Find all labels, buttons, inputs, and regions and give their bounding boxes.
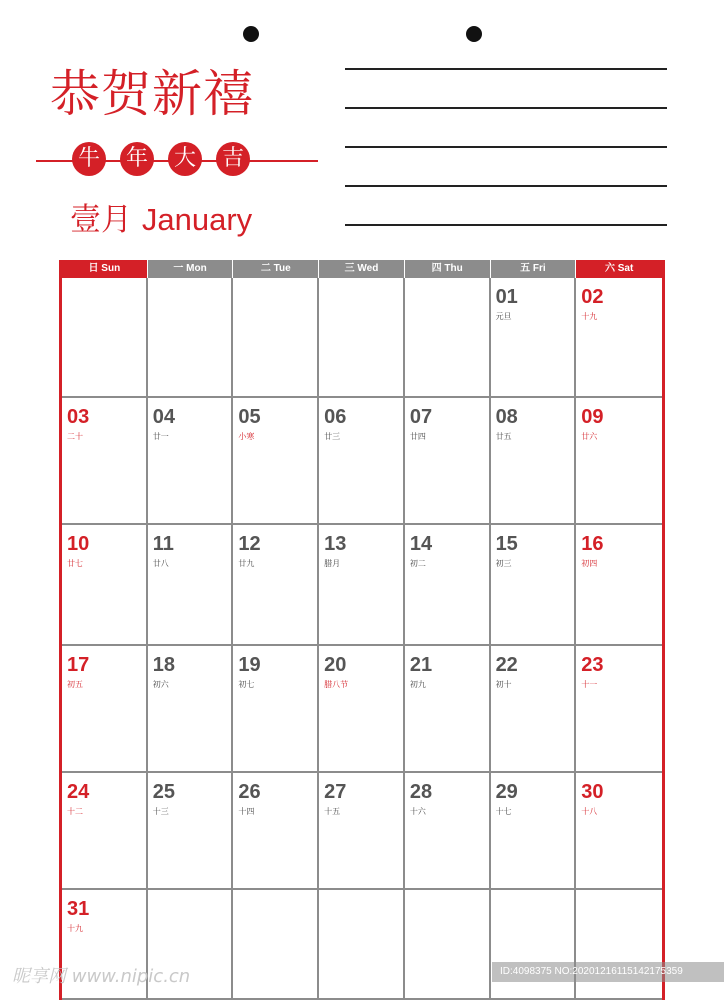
note-line	[345, 107, 667, 109]
lunar-date: 廿五	[495, 432, 512, 441]
lunar-date: 初二	[409, 559, 426, 568]
day-number: 12	[238, 533, 261, 555]
day-number: 06	[324, 406, 347, 428]
day-cell	[576, 278, 662, 398]
month-title	[70, 194, 252, 239]
calendar-grid	[59, 260, 665, 1000]
day-number: 16	[581, 533, 604, 555]
blessing-badge: 年	[120, 142, 154, 176]
day-cell	[233, 773, 319, 890]
lunar-date: 十一	[581, 680, 598, 689]
lunar-date: 廿七	[67, 559, 83, 568]
day-cell	[148, 398, 234, 525]
day-cell	[576, 398, 662, 525]
lunar-date: 初九	[409, 680, 426, 689]
lunar-date: 十四	[238, 807, 255, 816]
day-cell	[233, 646, 319, 773]
lunar-date: 初七	[238, 680, 255, 689]
watermark-logo: 昵享网 www.nipic.cn	[12, 966, 191, 987]
day-cell	[319, 773, 405, 890]
day-number: 13	[324, 533, 347, 555]
weekday-header-cell: 二 Tue	[233, 260, 319, 278]
lunar-date: 廿三	[324, 432, 341, 441]
day-cell	[491, 525, 577, 646]
day-cell	[319, 646, 405, 773]
empty-day-cell	[576, 890, 662, 1000]
greeting-title: 恭贺新禧	[50, 65, 254, 123]
lunar-date: 元旦	[495, 312, 512, 321]
day-number: 25	[152, 781, 175, 803]
lunar-date: 十八	[581, 807, 598, 816]
day-cell	[62, 773, 148, 890]
day-cell	[491, 398, 577, 525]
day-number: 20	[324, 654, 347, 676]
note-line	[345, 224, 667, 226]
weekday-header-cell: 五 Fri	[491, 260, 577, 278]
lunar-date: 廿一	[152, 432, 169, 441]
lunar-date: 十三	[152, 807, 169, 816]
empty-day-cell	[148, 278, 234, 398]
day-number: 24	[67, 781, 90, 803]
weekday-header-cell: 四 Thu	[405, 260, 491, 278]
day-cell	[233, 398, 319, 525]
day-number: 05	[238, 406, 261, 428]
day-grid	[62, 278, 662, 1000]
day-cell	[405, 525, 491, 646]
lunar-date: 二十	[67, 432, 83, 441]
lunar-date: 腊八节	[324, 680, 349, 689]
day-number: 14	[409, 533, 433, 555]
day-number: 08	[495, 406, 518, 428]
notes-area	[345, 68, 667, 263]
lunar-date: 廿八	[152, 559, 169, 568]
day-cell	[576, 525, 662, 646]
day-number: 17	[67, 654, 90, 676]
day-number: 30	[581, 781, 604, 803]
day-number: 22	[495, 654, 518, 676]
day-cell	[491, 278, 577, 398]
blessing-badge: 牛	[72, 142, 106, 176]
day-cell	[319, 525, 405, 646]
day-cell	[576, 773, 662, 890]
day-number: 07	[409, 406, 433, 428]
lunar-date: 廿六	[581, 432, 598, 441]
day-cell	[405, 646, 491, 773]
lunar-date: 初五	[67, 680, 83, 689]
day-cell	[576, 646, 662, 773]
day-cell	[233, 525, 319, 646]
watermark-id: ID:4098375 NO:20201216115142175359	[492, 962, 724, 982]
day-cell	[148, 646, 234, 773]
empty-day-cell	[319, 890, 405, 1000]
empty-day-cell	[405, 278, 491, 398]
hanging-hole-left	[243, 26, 259, 42]
day-number: 21	[409, 654, 433, 676]
lunar-date: 廿四	[409, 432, 426, 441]
note-line	[345, 185, 667, 187]
day-number: 11	[152, 533, 174, 555]
day-cell	[148, 525, 234, 646]
lunar-date: 十七	[495, 807, 512, 816]
month-chinese: 壹月	[70, 202, 132, 238]
day-cell	[405, 398, 491, 525]
empty-day-cell	[319, 278, 405, 398]
lunar-date: 十五	[324, 807, 341, 816]
day-cell	[62, 646, 148, 773]
weekday-header-cell: 日 Sun	[62, 260, 148, 278]
empty-day-cell	[62, 278, 148, 398]
day-number: 09	[581, 406, 604, 428]
day-number: 03	[67, 406, 90, 428]
weekday-header-cell: 六 Sat	[576, 260, 662, 278]
day-number: 23	[581, 654, 604, 676]
weekday-header-cell: 一 Mon	[148, 260, 234, 278]
day-number: 27	[324, 781, 347, 803]
day-cell	[148, 773, 234, 890]
day-cell	[62, 398, 148, 525]
empty-day-cell	[233, 890, 319, 1000]
lunar-date: 廿九	[238, 559, 255, 568]
lunar-date: 初六	[152, 680, 169, 689]
blessing-badges	[72, 142, 250, 176]
empty-day-cell	[233, 278, 319, 398]
day-number: 04	[152, 406, 175, 428]
day-cell	[62, 525, 148, 646]
day-cell	[319, 398, 405, 525]
lunar-date: 腊月	[324, 559, 341, 568]
empty-day-cell	[491, 890, 577, 1000]
day-cell	[491, 773, 577, 890]
day-number: 19	[238, 654, 261, 676]
lunar-date: 十二	[67, 807, 83, 816]
weekday-header-cell: 三 Wed	[319, 260, 405, 278]
note-line	[345, 68, 667, 70]
lunar-date: 十九	[67, 924, 83, 933]
day-number: 26	[238, 781, 261, 803]
note-line	[345, 146, 667, 148]
day-number: 28	[409, 781, 433, 803]
lunar-date: 十六	[409, 807, 426, 816]
blessing-badge: 吉	[216, 142, 250, 176]
weekday-header	[62, 260, 662, 278]
day-number: 15	[495, 533, 518, 555]
day-cell	[405, 773, 491, 890]
hanging-hole-right	[466, 26, 482, 42]
empty-day-cell	[405, 890, 491, 1000]
day-number: 10	[67, 533, 90, 555]
day-number: 29	[495, 781, 518, 803]
day-number: 18	[152, 654, 175, 676]
lunar-date: 初十	[495, 680, 512, 689]
day-number: 01	[495, 286, 518, 308]
day-cell	[491, 646, 577, 773]
month-english: January	[141, 202, 253, 237]
day-number: 02	[581, 286, 604, 308]
lunar-date: 小寒	[238, 432, 255, 441]
lunar-date: 初三	[495, 559, 512, 568]
lunar-date: 初四	[581, 559, 598, 568]
day-number: 31	[67, 898, 90, 920]
blessing-badge: 大	[168, 142, 202, 176]
lunar-date: 十九	[581, 312, 598, 321]
